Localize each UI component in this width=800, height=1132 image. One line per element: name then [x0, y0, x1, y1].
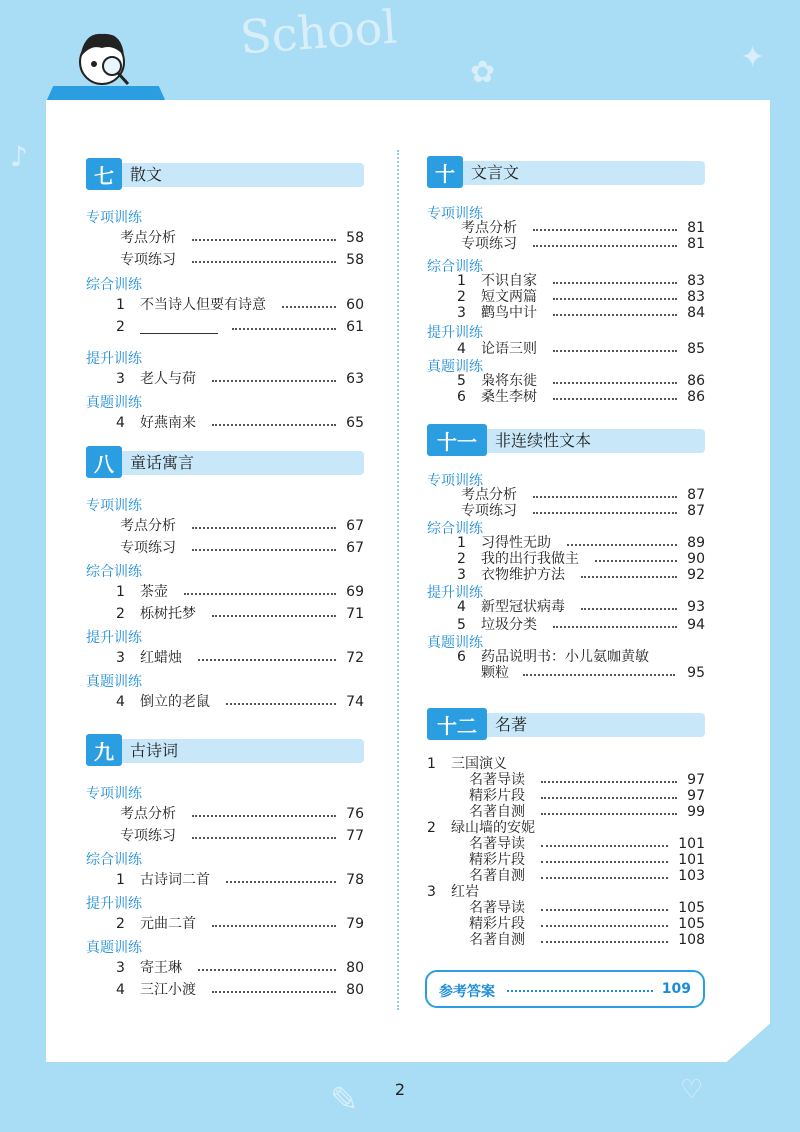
- category-label: 提升训练: [86, 896, 142, 912]
- leader-dots: [212, 605, 336, 617]
- entry-page: 83: [687, 289, 705, 305]
- entry-title: 绿山墙的安妮: [451, 820, 535, 836]
- entry-page: 99: [687, 804, 705, 820]
- entry-page: 86: [687, 389, 705, 405]
- toc-entry[interactable]: [457, 235, 705, 253]
- star-doodle-icon: ✿: [470, 55, 496, 90]
- leader-dots: [541, 867, 668, 879]
- section-title: 童话寓言: [122, 451, 364, 475]
- entry-page: 60: [346, 297, 364, 313]
- entry-page: 58: [346, 252, 364, 268]
- leader-dots: [533, 235, 677, 247]
- toc-entry[interactable]: [116, 693, 364, 711]
- entry-title: 精彩片段: [469, 916, 525, 932]
- category-label: 综合训练: [86, 852, 142, 868]
- toc-entry[interactable]: [116, 251, 364, 269]
- section-header: [427, 708, 705, 740]
- entry-page: 61: [346, 319, 364, 335]
- entry-page: 67: [346, 518, 364, 534]
- toc-entry[interactable]: [116, 370, 364, 388]
- entry-title: 我的出行我做主: [481, 551, 579, 567]
- entry-title: 名著自测: [469, 868, 525, 884]
- toc-entry-continued[interactable]: [457, 664, 705, 682]
- leader-dots: [533, 219, 677, 231]
- toc-entry[interactable]: [116, 517, 364, 535]
- entry-page: 80: [346, 960, 364, 976]
- leader-dots: [553, 616, 677, 628]
- leader-dots: [192, 539, 336, 551]
- entry-page: 87: [687, 487, 705, 503]
- leader-dots: [198, 959, 336, 971]
- leader-dots: [541, 787, 677, 799]
- toc-entry[interactable]: [457, 566, 705, 584]
- entry-number: 3: [116, 371, 125, 387]
- entry-title: 论语三则: [481, 341, 537, 357]
- answer-key-page: 109: [661, 981, 691, 997]
- toc-entry[interactable]: [427, 931, 705, 949]
- entry-title: 三国演义: [451, 756, 507, 772]
- toc-entry[interactable]: [457, 304, 705, 322]
- entry-title: 精彩片段: [469, 788, 525, 804]
- leader-dots: [533, 486, 677, 498]
- leader-dots: [533, 502, 677, 514]
- entry-number: 2: [457, 289, 466, 305]
- toc-entry[interactable]: [116, 605, 364, 623]
- entry-page: 71: [346, 606, 364, 622]
- entry-title: 考点分析: [120, 518, 176, 534]
- entry-title: 三江小渡: [140, 982, 196, 998]
- entry-page: 69: [346, 584, 364, 600]
- category-label: 提升训练: [427, 585, 483, 601]
- leader-dots: [226, 871, 336, 883]
- entry-number: 5: [457, 373, 466, 389]
- entry-page: 65: [346, 415, 364, 431]
- entry-title: 专项练习: [461, 503, 517, 519]
- toc-entry[interactable]: [116, 959, 364, 977]
- entry-page: 80: [346, 982, 364, 998]
- entry-number: 3: [457, 305, 466, 321]
- note-doodle-icon: ♪: [10, 140, 28, 173]
- entry-number: 5: [457, 617, 466, 633]
- leader-dots: [198, 649, 336, 661]
- leader-dots: [212, 915, 336, 927]
- toc-entry[interactable]: [116, 414, 364, 432]
- leader-dots: [541, 915, 668, 927]
- category-label: 专项训练: [86, 786, 142, 802]
- entry-number: 1: [116, 584, 125, 600]
- leader-dots: [595, 550, 677, 562]
- entry-page: 87: [687, 503, 705, 519]
- entry-title: 专项练习: [461, 236, 517, 252]
- entry-title: 考点分析: [120, 230, 176, 246]
- entry-title: 精彩片段: [469, 852, 525, 868]
- entry-number: 4: [116, 694, 125, 710]
- leader-dots: [581, 598, 677, 610]
- leader-dots: [581, 566, 677, 578]
- entry-page: 72: [346, 650, 364, 666]
- entry-page: 84: [687, 305, 705, 321]
- entry-page: 81: [687, 236, 705, 252]
- toc-entry[interactable]: [116, 583, 364, 601]
- category-label: 综合训练: [427, 521, 483, 537]
- entry-number: 3: [116, 960, 125, 976]
- section-title: 古诗词: [122, 739, 364, 763]
- school-doodle: School: [238, 0, 399, 65]
- toc-entry[interactable]: [457, 598, 705, 616]
- entry-page: 63: [346, 371, 364, 387]
- leader-dots: [553, 340, 677, 352]
- toc-entry[interactable]: [116, 871, 364, 889]
- entry-title: 红蜡烛: [140, 650, 182, 666]
- entry-number: 3: [457, 567, 466, 583]
- leader-dots: [553, 388, 677, 400]
- category-label: 综合训练: [86, 277, 142, 293]
- entry-title: 枭将东徙: [481, 373, 537, 389]
- entry-title: 老人与荷: [140, 371, 196, 387]
- entry-title: 古诗词二首: [140, 872, 210, 888]
- leader-dots: [192, 229, 336, 241]
- leader-dots: [184, 583, 336, 595]
- entry-page: 67: [346, 540, 364, 556]
- entry-title: 倒立的老鼠: [140, 694, 210, 710]
- answer-key-label: 参考答案: [439, 984, 495, 1000]
- leader-dots: [553, 272, 677, 284]
- toc-entry[interactable]: [116, 229, 364, 247]
- category-label: 真题训练: [86, 395, 142, 411]
- category-label: 专项训练: [427, 206, 483, 222]
- entry-page: 78: [346, 872, 364, 888]
- entry-title: 考点分析: [461, 487, 517, 503]
- category-label: 专项训练: [86, 498, 142, 514]
- entry-number: 1: [116, 297, 125, 313]
- column-divider: [397, 150, 399, 1010]
- entry-page: 95: [687, 665, 705, 681]
- entry-page: 103: [678, 868, 705, 884]
- leader-dots: [192, 827, 336, 839]
- leader-dots: [232, 318, 336, 330]
- entry-number: 4: [457, 599, 466, 615]
- entry-number: 6: [457, 649, 466, 665]
- entry-title: 寄王琳: [140, 960, 182, 976]
- entry-number: 2: [116, 319, 125, 335]
- entry-title: 元曲二首: [140, 916, 196, 932]
- toc-entry[interactable]: [457, 502, 705, 520]
- section-number: 十: [427, 156, 463, 188]
- leader-dots: [567, 534, 677, 546]
- entry-title: 不当诗人但要有诗意: [140, 297, 266, 313]
- category-label: 真题训练: [86, 674, 142, 690]
- leader-dots: [541, 931, 668, 943]
- section-header: [427, 424, 705, 456]
- entry-page: 89: [687, 535, 705, 551]
- section-number: 七: [86, 158, 122, 190]
- leader-dots: [507, 982, 653, 992]
- book-doodle-icon: ✎: [330, 1080, 359, 1120]
- entry-title: 名著自测: [469, 932, 525, 948]
- toc-entry[interactable]: [116, 318, 364, 336]
- leader-dots: [226, 693, 336, 705]
- section-title: 名著: [487, 713, 705, 737]
- entry-number: 3: [427, 884, 436, 900]
- leader-dots: [523, 664, 675, 676]
- blank-line: [140, 321, 218, 334]
- leader-dots: [541, 899, 668, 911]
- entry-page: 58: [346, 230, 364, 246]
- entry-title: 红岩: [451, 884, 479, 900]
- leader-dots: [553, 288, 677, 300]
- answer-key-entry[interactable]: [425, 970, 705, 1008]
- leader-dots: [541, 851, 668, 863]
- section-title: 散文: [122, 163, 364, 187]
- toc-entry[interactable]: [116, 539, 364, 557]
- entry-page: 79: [346, 916, 364, 932]
- entry-title: 垃圾分类: [481, 617, 537, 633]
- entry-page: 90: [687, 551, 705, 567]
- page-number: 2: [394, 1080, 406, 1099]
- leader-dots: [212, 414, 336, 426]
- section-number: 九: [86, 734, 122, 766]
- entry-page: 97: [687, 788, 705, 804]
- entry-title: 药品说明书：小儿氨咖黄敏: [481, 649, 649, 665]
- entry-number: 4: [116, 982, 125, 998]
- entry-page: 92: [687, 567, 705, 583]
- toc-entry[interactable]: [116, 805, 364, 823]
- entry-title: 桑生李树: [481, 389, 537, 405]
- leader-dots: [553, 304, 677, 316]
- category-label: 提升训练: [427, 325, 483, 341]
- entry-page: 76: [346, 806, 364, 822]
- leader-dots: [212, 981, 336, 993]
- toc-entry[interactable]: [116, 981, 364, 999]
- entry-page: 93: [687, 599, 705, 615]
- entry-number: 2: [116, 606, 125, 622]
- entry-number: 2: [427, 820, 436, 836]
- entry-title: 衣物维护方法: [481, 567, 565, 583]
- category-label: 提升训练: [86, 630, 142, 646]
- entry-title: 名著导读: [469, 900, 525, 916]
- leader-dots: [553, 372, 677, 384]
- entry-title: 鹳鸟中计: [481, 305, 537, 321]
- toc-entry[interactable]: [116, 296, 364, 314]
- entry-title: 名著自测: [469, 804, 525, 820]
- section-title: 非连续性文本: [487, 429, 705, 453]
- entry-number: 2: [116, 916, 125, 932]
- entry-title-continued: 颗粒: [481, 665, 509, 681]
- category-label: 真题训练: [86, 940, 142, 956]
- flower-doodle-icon: ✦: [740, 40, 766, 75]
- section-number: 十二: [427, 708, 487, 740]
- leader-dots: [192, 517, 336, 529]
- section-header: [86, 446, 364, 478]
- entry-page: 105: [678, 900, 705, 916]
- entry-title: 好燕南来: [140, 415, 196, 431]
- entry-page: 74: [346, 694, 364, 710]
- toc-entry[interactable]: [457, 616, 705, 634]
- section-title: 文言文: [463, 161, 705, 185]
- entry-number: 2: [457, 551, 466, 567]
- toc-entry[interactable]: [457, 388, 705, 406]
- leader-dots: [282, 296, 336, 308]
- section-header: [86, 734, 364, 766]
- leader-dots: [192, 251, 336, 263]
- category-label: 提升训练: [86, 351, 142, 367]
- toc-entry[interactable]: [116, 649, 364, 667]
- category-label: 综合训练: [86, 564, 142, 580]
- heart-doodle-icon: ♡: [680, 1075, 704, 1105]
- entry-page: 83: [687, 273, 705, 289]
- entry-title: 新型冠状病毒: [481, 599, 565, 615]
- entry-page: 85: [687, 341, 705, 357]
- entry-page: 105: [678, 916, 705, 932]
- card-tab: [46, 86, 166, 102]
- entry-title-blank: [140, 318, 218, 336]
- toc-entry[interactable]: [457, 340, 705, 358]
- section-number: 十一: [427, 424, 487, 456]
- category-label: 专项训练: [86, 210, 142, 226]
- leader-dots: [541, 771, 677, 783]
- leader-dots: [192, 805, 336, 817]
- entry-page: 81: [687, 220, 705, 236]
- entry-title: 考点分析: [461, 220, 517, 236]
- entry-page: 108: [678, 932, 705, 948]
- category-label: 专项训练: [427, 473, 483, 489]
- entry-page: 77: [346, 828, 364, 844]
- entry-title: 不识自家: [481, 273, 537, 289]
- category-label: 真题训练: [427, 359, 483, 375]
- toc-entry[interactable]: [116, 827, 364, 845]
- category-label: 综合训练: [427, 259, 483, 275]
- entry-title: 名著导读: [469, 836, 525, 852]
- entry-number: 1: [457, 273, 466, 289]
- entry-page: 97: [687, 772, 705, 788]
- entry-title: 专项练习: [120, 828, 176, 844]
- leader-dots: [541, 835, 668, 847]
- entry-title: 习得性无助: [481, 535, 551, 551]
- section-header: [427, 156, 705, 188]
- entry-title: 茶壶: [140, 584, 168, 600]
- entry-title: 栎树托梦: [140, 606, 196, 622]
- entry-title: 专项练习: [120, 252, 176, 268]
- entry-page: 94: [687, 617, 705, 633]
- entry-number: 3: [116, 650, 125, 666]
- entry-number: 6: [457, 389, 466, 405]
- entry-number: 1: [116, 872, 125, 888]
- entry-number: 4: [457, 341, 466, 357]
- leader-dots: [541, 803, 677, 815]
- entry-page: 101: [678, 852, 705, 868]
- entry-page: 86: [687, 373, 705, 389]
- entry-title: 名著导读: [469, 772, 525, 788]
- entry-number: 1: [457, 535, 466, 551]
- entry-page: 101: [678, 836, 705, 852]
- leader-dots: [212, 370, 336, 382]
- entry-number: 4: [116, 415, 125, 431]
- category-label: 真题训练: [427, 635, 483, 651]
- section-number: 八: [86, 446, 122, 478]
- entry-number: 1: [427, 756, 436, 772]
- toc-entry[interactable]: [116, 915, 364, 933]
- entry-title: 短文两篇: [481, 289, 537, 305]
- entry-title: 考点分析: [120, 806, 176, 822]
- section-header: [86, 158, 364, 190]
- entry-title: 专项练习: [120, 540, 176, 556]
